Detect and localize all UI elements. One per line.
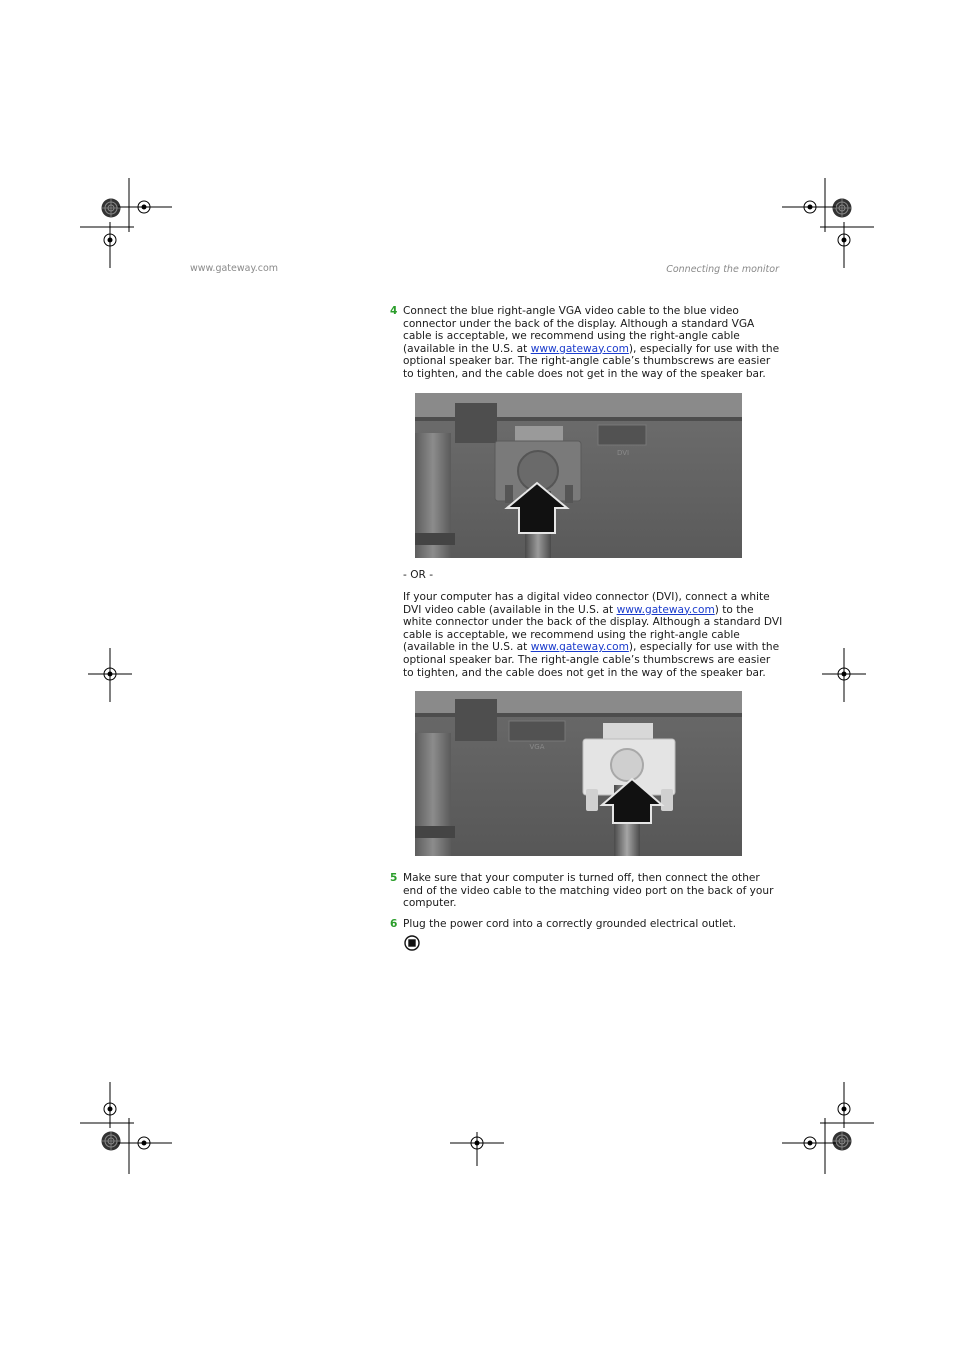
step-5-text: Make sure that your computer is turned off, then connect the other end of the video cable to the matching video port on the back of your computer. — [403, 872, 774, 910]
step-4-text-b: ), especially for use with the optional speaker bar. The right-angle cable’s thumbscrews are easier to tighten, and the cable does not get in the way of the speaker bar. — [403, 342, 780, 380]
photo-port-label-dvi: DVI — [616, 449, 630, 457]
dvi-text-b: ) to the white connector under the back of the display. Although a standard DVI cable is acceptable, we recommend using the right-angle cable (available in the U.S. at — [403, 603, 783, 654]
step-4-text — [403, 305, 783, 381]
gateway-link[interactable]: www.gateway.com — [530, 342, 629, 355]
registration-mark-icon — [88, 648, 132, 702]
dvi-text-c: ), especially for use with the optional speaker bar. The right-angle cable’s thumbscrews are easier to tighten, and the cable does not get in the way of the speaker bar. — [403, 641, 780, 679]
registration-mark-icon — [820, 222, 874, 268]
step-number-6: 6 — [390, 918, 398, 930]
gateway-link[interactable]: www.gateway.com — [616, 603, 715, 616]
registration-mark-icon — [450, 1132, 504, 1166]
vga-cable-photo — [415, 393, 742, 558]
step-6-text: Plug the power cord into a correctly grounded electrical outlet. — [403, 918, 737, 930]
dvi-cable-photo — [415, 691, 742, 856]
registration-mark-icon — [782, 1118, 836, 1174]
header-website: www.gateway.com — [190, 263, 279, 274]
gateway-link[interactable]: www.gateway.com — [530, 641, 629, 654]
photo-port-label-vga: VGA — [529, 743, 545, 751]
step-number-5: 5 — [390, 872, 398, 884]
or-label: - OR - — [403, 569, 434, 581]
dvi-text-a: If your computer has a digital video connector (DVI), connect a white DVI video cable (available in the U.S. at — [403, 591, 770, 616]
registration-mark-icon — [118, 1118, 172, 1174]
dvi-paragraph — [403, 591, 783, 679]
step-4-text-a: Connect the blue right-angle VGA video cable to the blue video connector under the back of the display. Although a standard VGA cable is acceptable, we recommend using the right-angle cable (available in the U.S. at — [403, 305, 755, 355]
end-of-procedure-icon — [404, 935, 420, 955]
header-section-title: Connecting the monitor — [666, 264, 779, 275]
step-number-4: 4 — [390, 305, 398, 317]
registration-mark-icon — [80, 222, 134, 268]
registration-mark-icon — [822, 648, 866, 702]
